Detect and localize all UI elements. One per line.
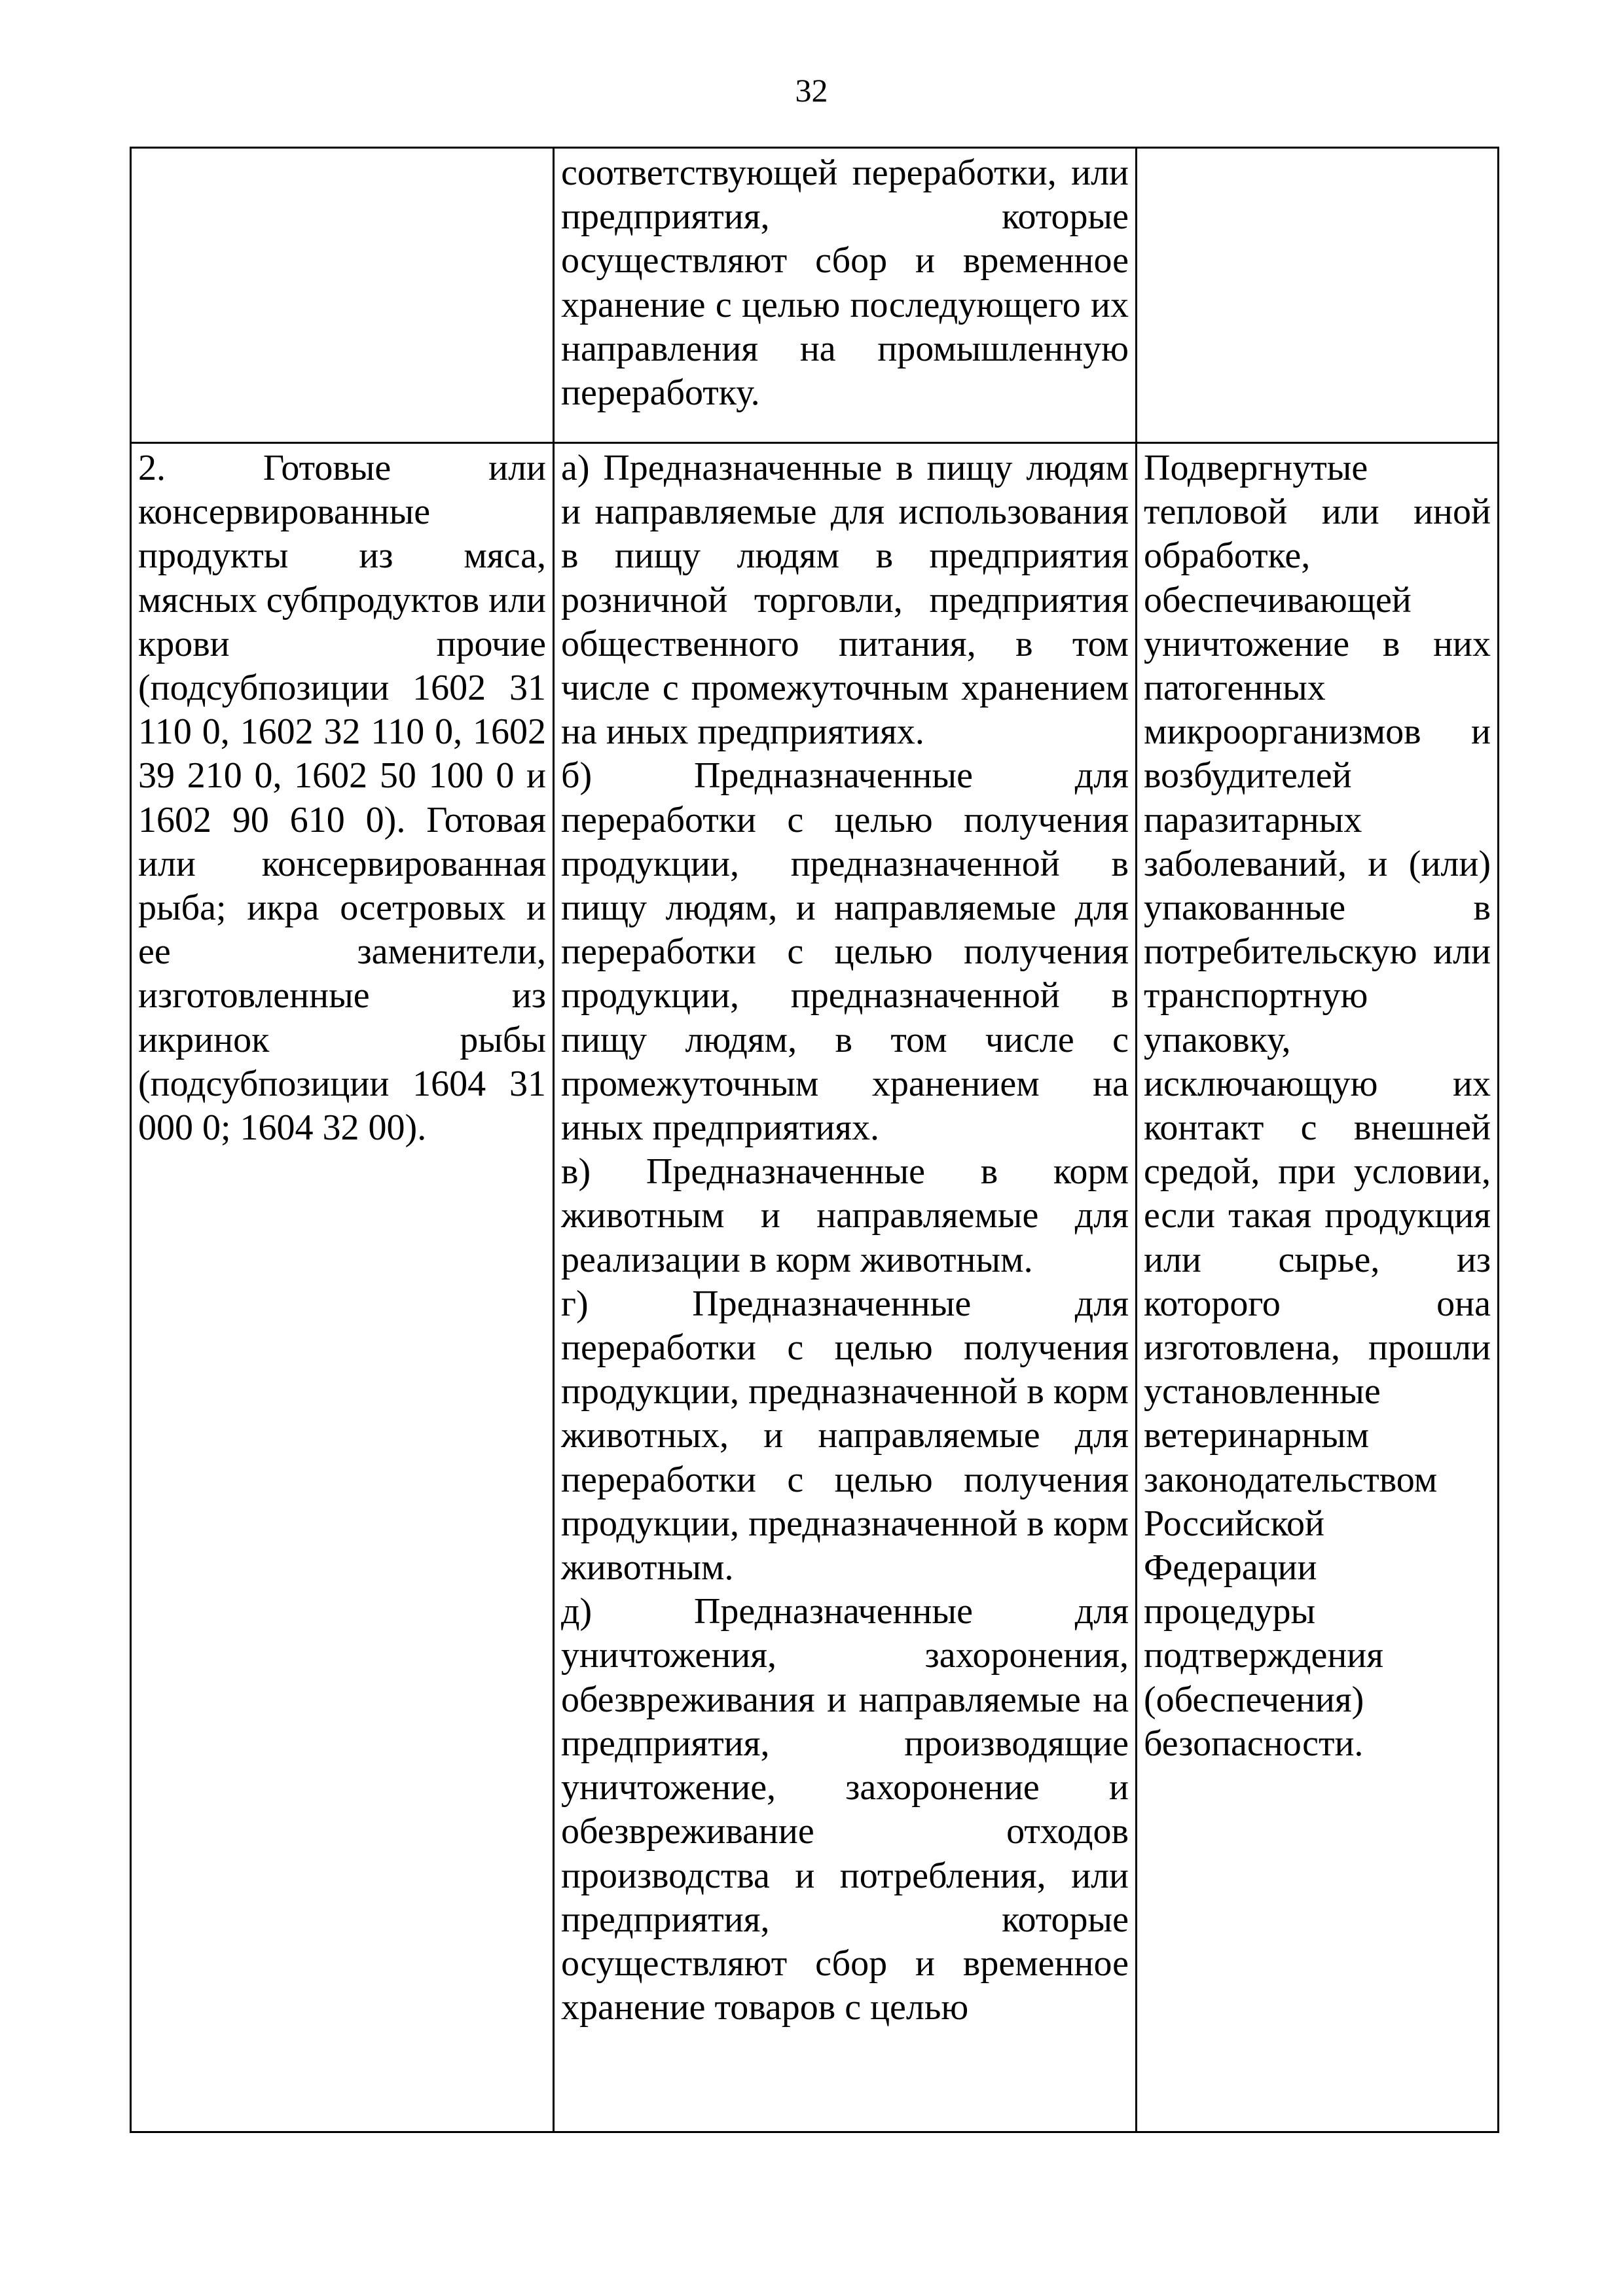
purpose-text: соответствующей переработки, или предприятия, которые осуществляют сбор и временное хранение с целью последующего их направления на промышленную переработку. (561, 152, 1129, 414)
purpose-item-c: в) Предназначенные в корм животным и направляемые для реализации в корм животным. (561, 1151, 1129, 1280)
purpose-cell (554, 443, 1137, 2132)
product-cell (131, 148, 554, 443)
purpose-item-a: а) Предназначенные в пищу людям и направляемые для использования в пищу людям в предприятия розничной торговли, предприятия общественного питания, в том числе с промежуточным хранением на иных предприятиях. (561, 448, 1129, 753)
product-text: 2. Готовые или консервированные продукты из мяса, мясных субпродуктов или крови прочие (подсубпозиции 1602 31 110 0, 1602 32 110 0, 1602 39 210 0, 1602 50 100 0 и 1602 90 610 0). Готовая или консервированная рыба; икра осетровых и ее заменители, изготовленные из икринок рыбы (подсубпозиции 1604 31 000 0; 1604 32 00). (138, 448, 546, 1149)
table-row (131, 443, 1499, 2132)
regulation-table (130, 147, 1499, 2133)
purpose-item-e: д) Предназначенные для уничтожения, захоронения, обезвреживания и направляемые на предприятия, производящие уничтожение, захоронение и обезвреживание отходов производства и потребления, или предприятия, которые осуществляют сбор и временное хранение товаров с целью (561, 1591, 1129, 2028)
condition-cell (1137, 443, 1499, 2132)
condition-cell (1137, 148, 1499, 443)
product-cell (131, 443, 554, 2132)
table-row (131, 148, 1499, 443)
purpose-item-b: б) Предназначенные для переработки с целью получения продукции, предназначенной в пищу людям, и направляемые для переработки с целью получения продукции, предназначенной в пищу людям, в том числе с промежуточным хранением на иных предприятиях. (561, 755, 1129, 1149)
condition-text: Подвергнутые тепловой или иной обработке, обеспечивающей уничтожение в них патогенных микроорганизмов и возбудителей паразитарных заболеваний, и (или) упакованные в потребительскую или транспортную упаковку, исключающую их контакт с внешней средой, при условии, если такая продукция или сырье, из которого она изготовлена, прошли установленные ветеринарным законодательством Российской Федерации процедуры подтверждения (обеспечения) безопасности. (1144, 448, 1491, 1764)
page-number: 32 (795, 72, 828, 109)
purpose-item-d: г) Предназначенные для переработки с целью получения продукции, предназначенной в корм животных, и направляемые для переработки с целью получения продукции, предназначенной в корм животным. (561, 1283, 1129, 1588)
purpose-cell (554, 148, 1137, 443)
